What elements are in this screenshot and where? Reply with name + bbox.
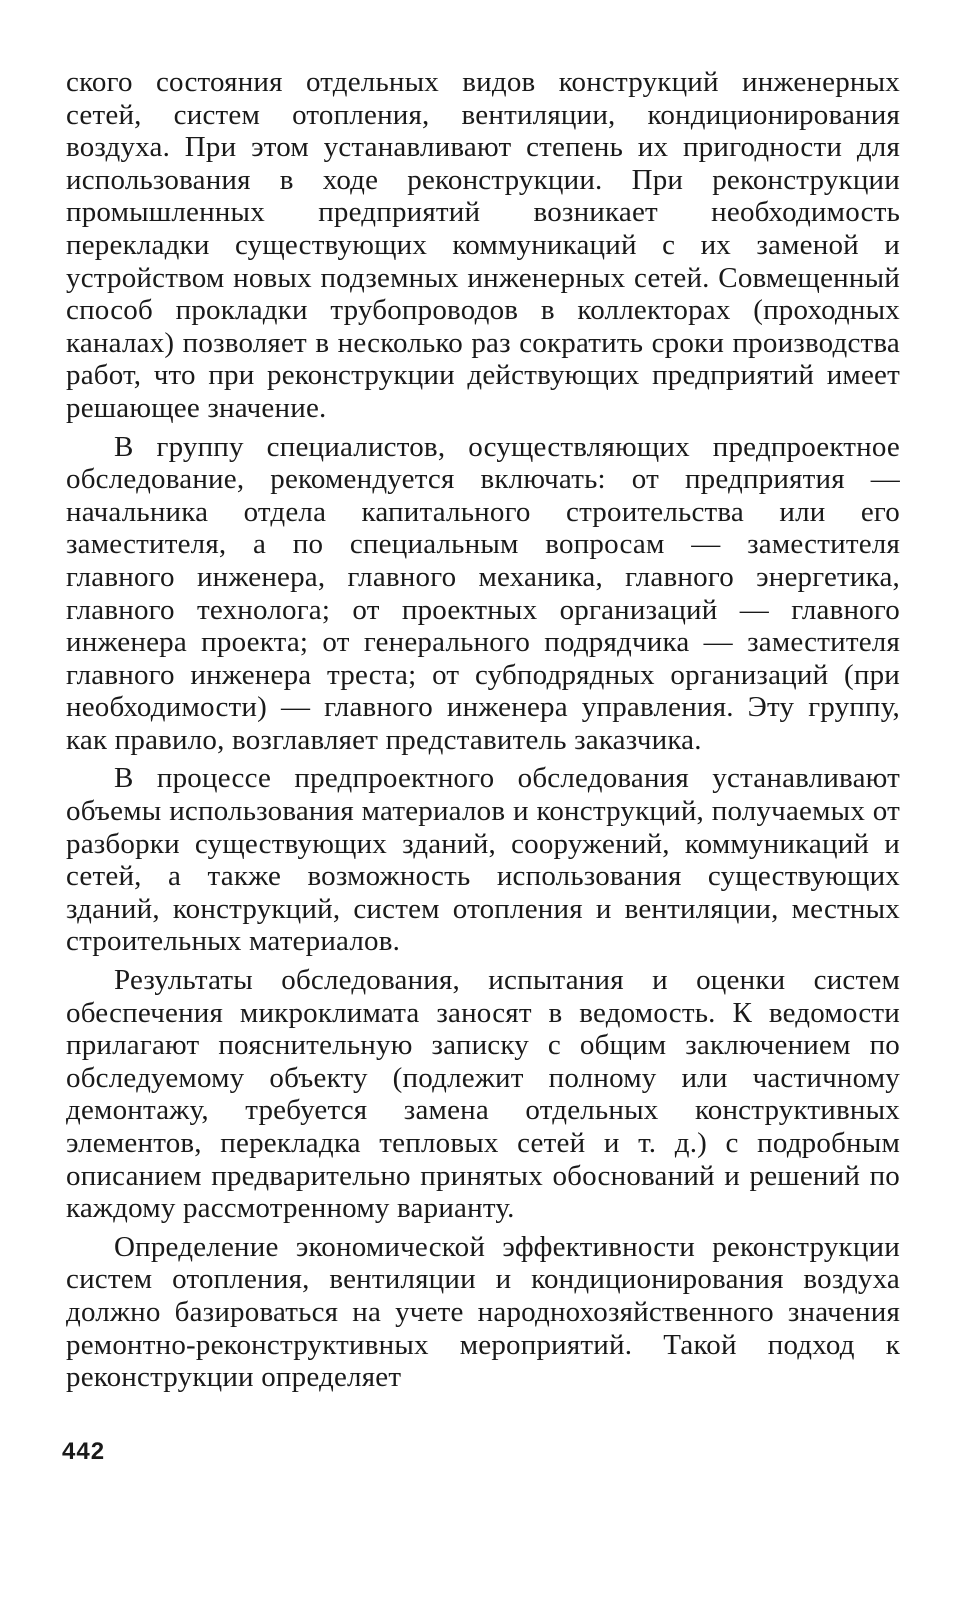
paragraph-1: ского состояния отдельных видов конструкций инженерных сетей, систем отопления, вентиляции, кондиционирования воздуха. При этом устанавливают степень их пригодности для использования в ходе реконструкции. При реконструкции промышленных предприятий возникает необходимость перекладки существующих коммуникаций с их заменой и устройством новых подземных инженерных сетей. Совмещенный способ прокладки трубопроводов в коллекторах (проходных каналах) позволяет в несколько раз сократить сроки производства работ, что при реконструкции действующих предприятий имеет решающее значение. (66, 66, 900, 424)
page-number: 442 (62, 1438, 106, 1465)
paragraph-5: Определение экономической эффективности реконструкции систем отопления, вентиляции и кондиционирования воздуха должно базироваться на учете народнохозяйственного значения ремонтно-реконструктивных мероприятий. Такой подход к реконструкции определяет (66, 1230, 900, 1394)
paragraph-3: В процессе предпроектного обследования устанавливают объемы использования материалов и конструкций, получаемых от разборки существующих зданий, сооружений, коммуникаций и сетей, а также возможность использования существующих зданий, конструкций, систем отопления и вентиляции, местных строительных материалов. (66, 762, 900, 958)
paragraph-4: Результаты обследования, испытания и оценки систем обеспечения микроклимата заносят в ведомость. К ведомости прилагают пояснительную записку с общим заключением по обследуемому объекту (подлежит полному или частичному демонтажу, требуется замена отдельных конструктивных элементов, перекладка тепловых сетей и т. д.) с подробным описанием предварительно принятых обоснований и решений по каждому рассмотренному варианту. (66, 964, 900, 1225)
paragraph-2: В группу специалистов, осуществляющих предпроектное обследование, рекомендуется включать: от предприятия — начальника отдела капитального строительства или его заместителя, а по специальным вопросам — заместителя главного инженера, главного механика, главного энергетика, главного технолога; от проектных организаций — главного инженера проекта; от генерального подрядчика — заместителя главного инженера треста; от субподрядных организаций (при необходимости) — главного инженера управления. Эту группу, как правило, возглавляет представитель заказчика. (66, 430, 900, 756)
body-text (66, 66, 900, 1394)
